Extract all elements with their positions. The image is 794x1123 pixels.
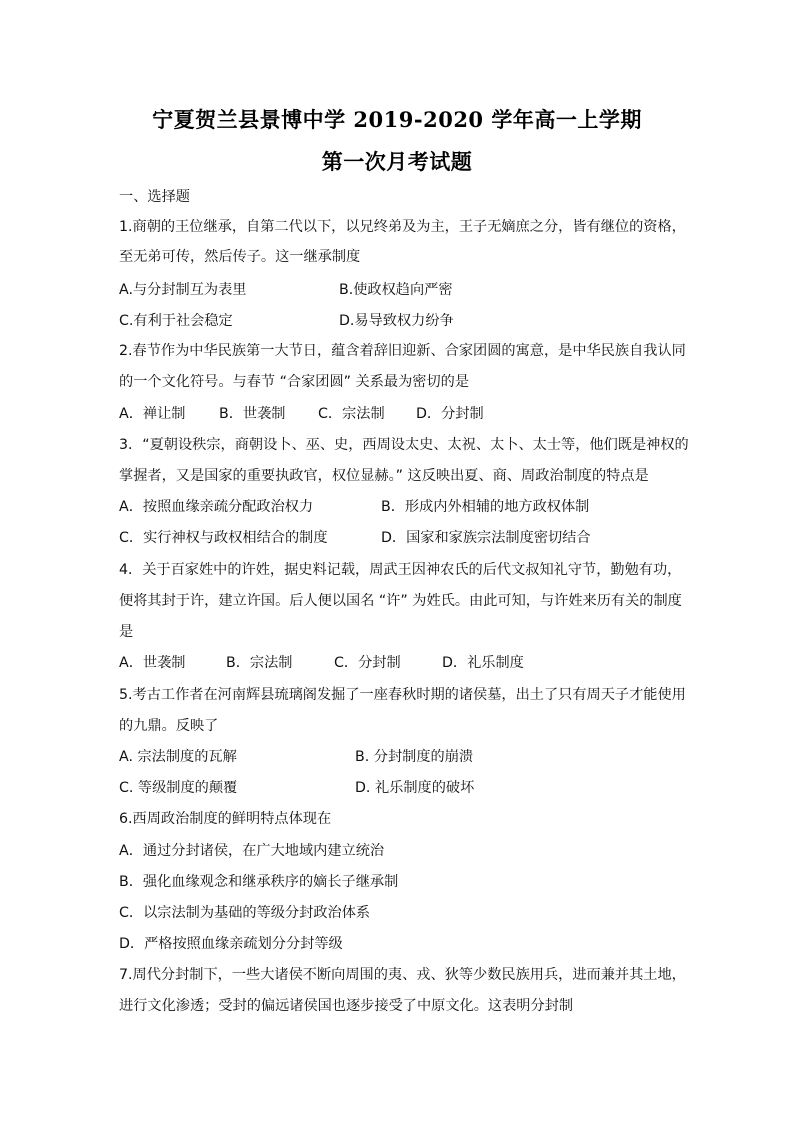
q7-stem-line2: 进行文化渗透；受封的偏远诸侯国也逐步接受了中原文化。这表明分封制 <box>119 998 574 1014</box>
q7-stem-line1: 7.周代分封制下，一些大诸侯不断向周围的夷、戎、狄等少数民族用兵，进而兼并其土地， <box>119 967 686 983</box>
q3-stem-line2: 掌握者，又是国家的重要执政官，权位显赫。” 这反映出夏、商、周政治制度的特点是 <box>119 468 649 484</box>
q4-option-b: B．宗法制 <box>226 655 293 671</box>
q3-option-b: B．形成内外相辅的地方政权体制 <box>381 499 590 515</box>
q4-option-d: D．礼乐制度 <box>442 655 524 671</box>
q1-option-a: A.与分封制互为表里 <box>119 282 247 298</box>
q1-option-c: C.有利于社会稳定 <box>119 313 233 329</box>
q3-stem-line1: 3．“夏朝设秩宗，商朝设卜、巫、史，西周设太史、太祝、太卜、太士等，他们既是神权的 <box>119 437 689 453</box>
q3-option-a: A．按照血缘亲疏分配政治权力 <box>119 499 314 515</box>
q4-option-a: A．世袭制 <box>119 655 186 671</box>
q4-option-c: C．分封制 <box>334 655 401 671</box>
q3-option-c: C．实行神权与政权相结合的制度 <box>119 530 328 546</box>
q5-option-d: D. 礼乐制度的破坏 <box>355 780 475 796</box>
exam-title-line1: 宁夏贺兰县景博中学 2019-2020 学年高一上学期 <box>152 107 642 132</box>
q5-option-a: A. 宗法制度的瓦解 <box>119 749 237 765</box>
q6-option-b: B．强化血缘观念和继承秩序的嫡长子继承制 <box>119 874 399 890</box>
q5-stem-line1: 5.考古工作者在河南辉县琉璃阁发掘了一座春秋时期的诸侯墓，出土了只有周天子才能使用 <box>119 687 686 703</box>
q2-option-d: D．分封制 <box>416 406 484 422</box>
q2-option-a: A．禅让制 <box>119 406 186 422</box>
q2-option-c: C．宗法制 <box>318 406 385 422</box>
q2-stem-line2: 的一个文化符号。与春节 “合家团圆” 关系最为密切的是 <box>119 374 470 390</box>
exam-title-line2: 第一次月考试题 <box>321 149 473 174</box>
q5-option-b: B. 分封制度的崩溃 <box>355 749 474 765</box>
q5-stem-line2: 的九鼎。反映了 <box>119 718 219 734</box>
q1-stem-line2: 至无弟可传，然后传子。这一继承制度 <box>119 249 361 265</box>
q3-option-d: D．国家和家族宗法制度密切结合 <box>381 530 591 546</box>
section-heading: 一、选择题 <box>119 189 190 205</box>
q4-stem-line1: 4．关于百家姓中的许姓，据史料记载，周武王因神农氏的后代文叔知礼守节，勤勉有功， <box>119 562 682 578</box>
q6-stem-line1: 6.西周政治制度的鲜明特点体现在 <box>119 811 332 827</box>
q6-option-c: C．以宗法制为基础的等级分封政治体系 <box>119 905 371 921</box>
q2-stem-line1: 2.春节作为中华民族第一大节日，蕴含着辞旧迎新、合家团圆的寓意，是中华民族自我认同 <box>119 343 686 359</box>
q6-option-a: A．通过分封诸侯，在广大地域内建立统治 <box>119 843 385 859</box>
q1-option-d: D.易导致权力纷争 <box>339 313 454 329</box>
q4-stem-line3: 是 <box>119 624 134 640</box>
q1-option-b: B.使政权趋向严密 <box>339 282 453 298</box>
q6-option-d: D．严格按照血缘亲疏划分分封等级 <box>119 936 343 952</box>
q1-stem-line1: 1.商朝的王位继承，自第二代以下，以兄终弟及为主，王子无嫡庶之分，皆有继位的资格， <box>119 219 686 235</box>
q5-option-c: C. 等级制度的颠覆 <box>119 780 238 796</box>
q2-option-b: B．世袭制 <box>219 406 286 422</box>
q4-stem-line2: 便将其封于许，建立许国。后人便以国名 “许” 为姓氏。由此可知，与许姓来历有关的制度 <box>119 593 682 609</box>
